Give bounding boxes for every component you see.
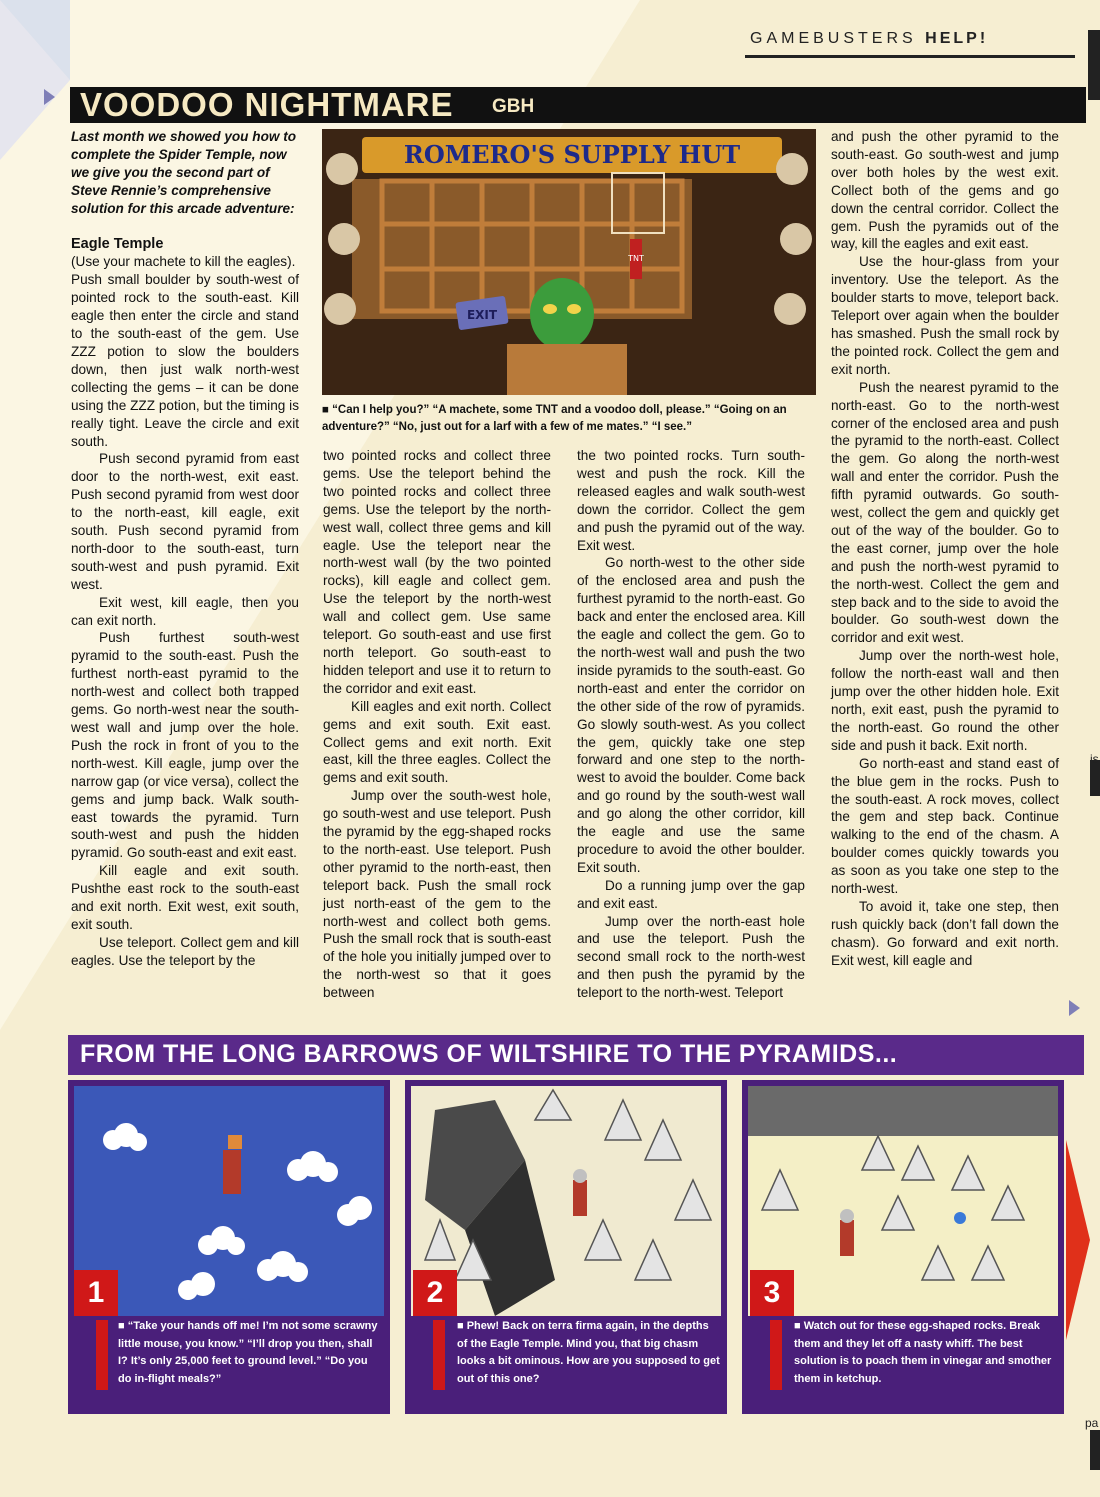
column-4 [831, 128, 1059, 970]
number-stem [770, 1320, 782, 1390]
article-tag: GBH [492, 96, 535, 117]
header-help: HELP! [925, 30, 989, 47]
panel-caption: ■ “Take your hands off me! I’m not some scrawny little mouse, you know.” “I’ll drop you then, shall I? It’s only 25,000 feet to ground level.” “Do you do in-flight meals?” [118, 1320, 378, 1385]
panel-number: 3 [750, 1270, 794, 1316]
number-stem [433, 1320, 445, 1390]
paragraph: Exit west, kill eagle, then you can exit north. [71, 594, 299, 628]
edge-text: is [1090, 752, 1099, 766]
header-rule [745, 55, 1075, 58]
continue-arrow-icon [1069, 1000, 1080, 1016]
paragraph: Push second pyramid from east door to the north-west, exit east. Push second pyramid from west door to the north-east, kill eagle, exit south. Push second pyramid from north-door to the south-east, turn south-west and push pyramid. Exit west. [71, 451, 299, 592]
tnt-label: TNT [628, 254, 644, 263]
column-1 [71, 128, 299, 970]
exit-sign: EXIT [466, 308, 498, 322]
paragraph: Kill eagle and exit south. Pushthe east rock to the south-east and exit north. Exit west, exit south, exit south. [71, 863, 299, 932]
paragraph: Jump over the north-east hole and use the teleport. Push the second small rock to the north-west and then push the pyramid by the teleport to the north-west. Teleport [577, 913, 805, 1001]
red-edge-triangle [1066, 1140, 1090, 1340]
paragraph: Go north-west to the other side of the enclosed area and push the furthest pyramid to the north-east. Go back and enter the enclosed area. Kill the eagle and collect the gem. Go to the north-west wall and push the two inside pyramids to the south-east. Go north-east and enter the corridor on the other side of the row of pyramids. Go slowly south-west. As you collect the gem, quickly take one step forward and one step to the north-west to avoid the boulder. Come back and go round by the south-west wall and go along the other corridor, kill the eagle and use the same procedure to avoid the other boulder. Exit south. [577, 555, 805, 875]
paragraph: Use teleport. Collect gem and kill eagles. Use the teleport by the [71, 934, 299, 968]
edge-text: pa [1085, 1416, 1099, 1430]
panel-1 [68, 1080, 390, 1414]
paragraph: (Use your machete to kill the eagles). [71, 254, 296, 270]
paragraph: Do a running jump over the gap and exit east. [577, 877, 805, 911]
shop-sign: ROMERO'S SUPPLY HUT [403, 140, 741, 169]
paragraph: To avoid it, take one step, then rush quickly back (don’t fall down the chasm). Go forward and exit north. Exit west, kill eagle and [831, 898, 1059, 968]
panels-banner-title: FROM THE LONG BARROWS OF WILTSHIRE TO THE PYRAMIDS... [80, 1040, 898, 1068]
header-section: GAMEBUSTERS [750, 30, 917, 47]
shop-screenshot [322, 129, 816, 395]
paragraph: Push small boulder by south-west of pointed rock to the south-east. Kill eagle then enter the circle and stand to the south-east of the gem. Use ZZZ potion to slow the boulders down, then just walk north-west collecting the gems – it can be done using the ZZZ potion, but the timing is really tight. Leave the circle and exit south. [71, 272, 299, 449]
panel-2 [405, 1080, 727, 1414]
article-title: VOODOO NIGHTMARE [80, 86, 454, 123]
page-header [750, 30, 988, 48]
column-2 [323, 447, 551, 1002]
panel-number: 1 [74, 1270, 118, 1316]
paragraph: Jump over the south-west hole, go south-west and use teleport. Push the pyramid by the egg-shaped rocks to the north-east. Use teleport. Push other pyramid to the north-east, then teleport back. Push the small rock just north-east of the gem to the north-west and collect both gems. Push the small rock that is south-east of the hole you initially jumped over to the north-west so that it goes between [323, 788, 551, 1001]
panel-caption: ■ Watch out for these egg-shaped rocks. Break them and they let off a nasty whiff. The best solution is to poach them in vinegar and smother them in ketchup. [794, 1320, 1052, 1385]
subheading: Eagle Temple [71, 235, 164, 252]
panel-number: 2 [413, 1270, 457, 1316]
paragraph: Go north-east and stand east of the blue gem in the rocks. Push to the south-east. A rock moves, collect the gem and step back. Continue walking to the end of the chasm. A boulder comes quickly towards you as soon as you take one step to the north-west. [831, 755, 1059, 897]
column-3 [577, 447, 805, 1002]
intro-text: Last month we showed you how to complete the Spider Temple, now we give you the second part of Steve Rennie’s comprehensive solution for this arcade adventure: [71, 129, 297, 216]
paragraph: Jump over the north-west hole, follow the north-east wall and then jump over the other hidden hole. Exit north, exit east, push the pyramid to the north-east. Go round the other side and push it back. Exit north. [831, 648, 1059, 753]
arrow-marker-icon [44, 89, 55, 105]
paragraph: Kill eagles and exit north. Collect gems and exit south. Exit east. Collect gems and exit north. Exit east, kill the three eagles. Collect the gems and exit south. [323, 698, 551, 786]
screenshot-caption: ■ “Can I help you?” “A machete, some TNT and a voodoo doll, please.” “Going on an adventure?” “No, just out for a larf with a few of me mates.” “I see.” [322, 404, 787, 433]
panel-caption: ■ Phew! Back on terra firma again, in the depths of the Eagle Temple. Mind you, that big chasm looks a bit ominous. How are you supposed to get out of this one? [457, 1320, 720, 1385]
paragraph: and push the other pyramid to the south-east. Go south-west and jump over both holes by the west exit. Collect both of the gems and go down the central corridor. Collect the gem. Push the pyramids out of the way, kill the eagles and exit east. [831, 129, 1059, 252]
number-stem [96, 1320, 108, 1390]
paragraph: Use the hour-glass from your inventory. Use the teleport. As the boulder starts to move, teleport back. Teleport over again when the boulder has smashed. Push the small rock by the pointed rock. Collect the gem and exit north. [831, 254, 1059, 377]
panel-3 [742, 1080, 1064, 1414]
paragraph: the two pointed rocks. Turn south-west and push the rock. Kill the released eagles and walk south-west down the corridor. Collect the gem and push the pyramid out of the way. Exit west. [577, 448, 805, 553]
paragraph: two pointed rocks and collect three gems. Use the teleport behind the two pointed rocks and collect three gems. Use the teleport by the north-west wall, collect three gems and kill eagle. Use the teleport near the north-west wall (by the two pointed rocks), kill eagle and collect gem. Use the teleport by the north-west wall and collect gem. Use same teleport. Go south-east and use first north teleport. Go south-east to hidden teleport and use it to return to the corridor and exit east. [323, 448, 551, 696]
paragraph: Push the nearest pyramid to the north-east. Go to the north-west corner of the enclosed area and push the pyramid to the north-east. Collect the gem. Go along the north-west wall and enter the corridor. Push the fifth pyramid outwards. Go south-west, collect the gem and quickly get out of the way of the boulder. Go to the east corner, jump over the hole and push the north-west pyramid to the north-west. Collect the gem and step back and to the side to avoid the boulder. Go south-west down the corridor and exit west. [831, 379, 1059, 646]
paragraph: Push furthest south-west pyramid to the south-east. Push the furthest north-east pyramid to the north-west and collect both trapped gems. Go north-west near the south-west wall and jump over the hole. Push the rock in front of you to the north-west. Kill eagle, jump over the narrow gap (or vice versa), collect the gems and jump back. Walk south-east towards the pyramid. Turn south-west and push the hidden pyramid. Go south-east and exit east. [71, 630, 299, 861]
